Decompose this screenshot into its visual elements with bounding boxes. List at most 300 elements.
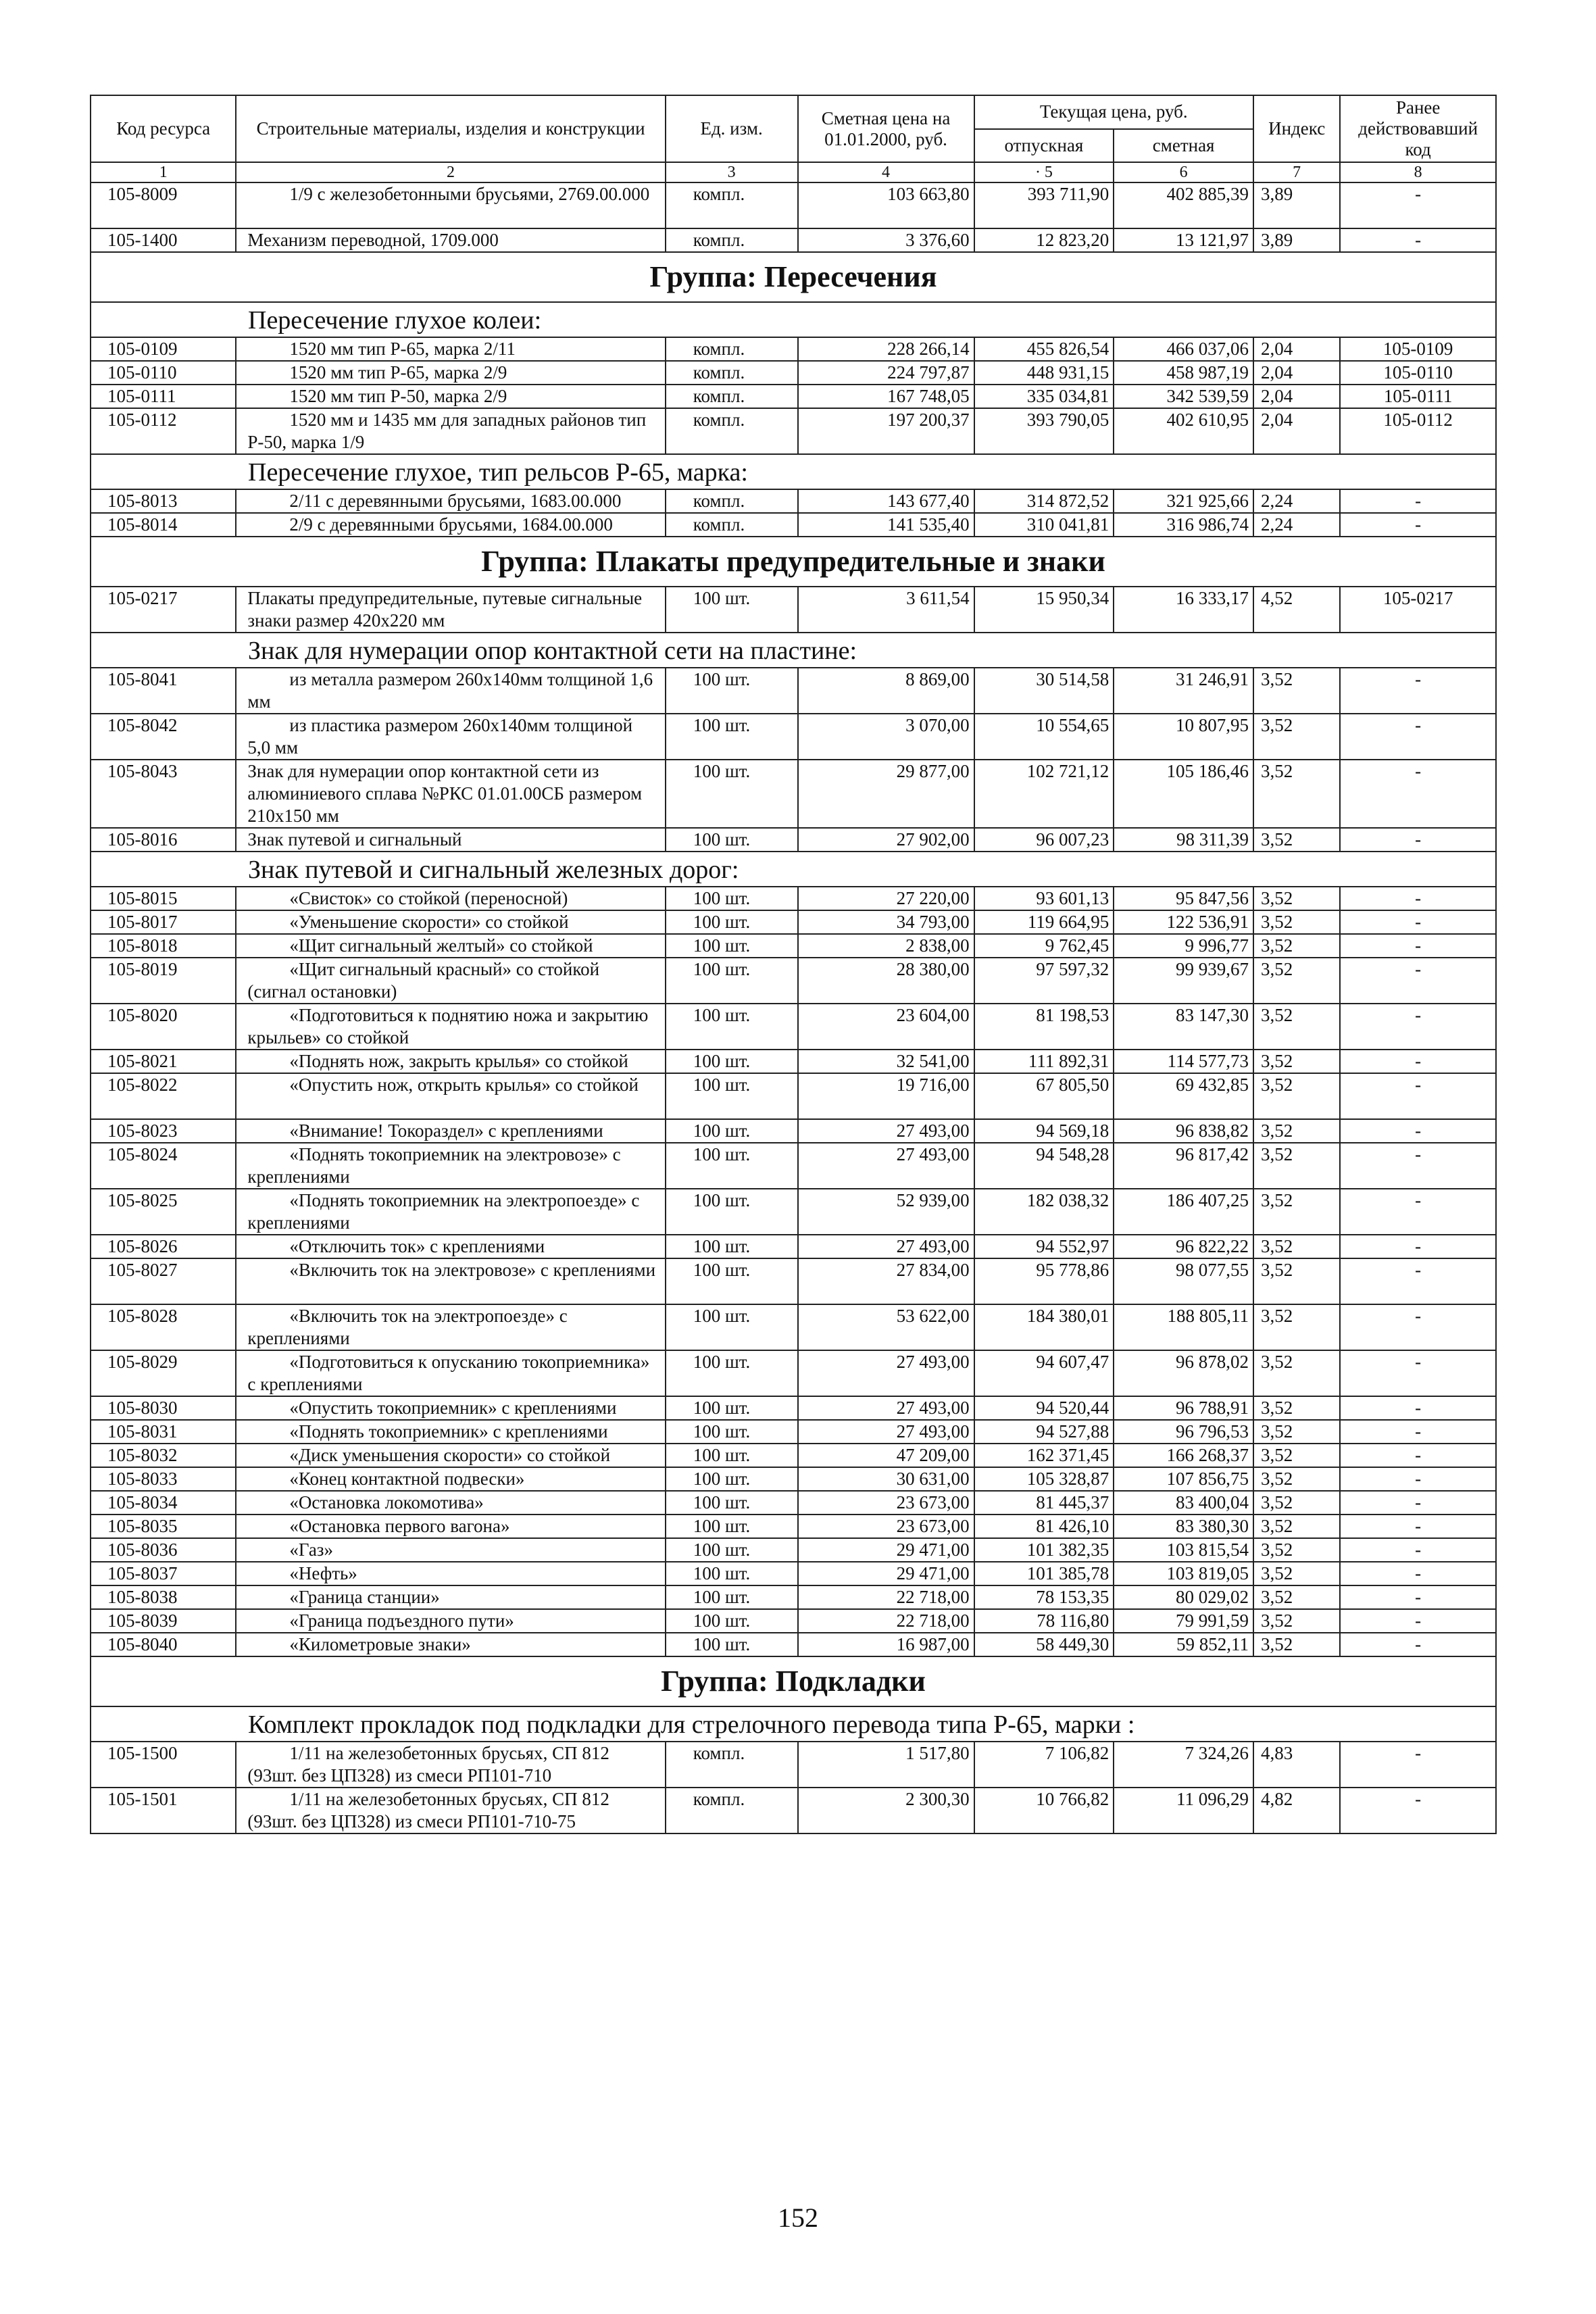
index-cell [1253, 1444, 1340, 1467]
subgroup-heading-cell [91, 1706, 1496, 1742]
release-price-cell [974, 714, 1114, 760]
release-price-cell [974, 1050, 1114, 1073]
material-name-text: Знак для нумерации опор контактной сети из алюминиевого сплава №РКС 01.01.00СБ размером 210х150 мм [247, 761, 643, 826]
base-price-text: 27 493,00 [896, 1421, 970, 1442]
prev-code-text: - [1415, 1492, 1422, 1512]
material-name-text: «Подготовиться к опусканию токоприемника» с креплениями [247, 1352, 650, 1394]
table-row [91, 1235, 1496, 1258]
base-price-text: 27 834,00 [896, 1260, 970, 1280]
release-price-text: 111 892,31 [1028, 1051, 1109, 1071]
estimate-price-text: 114 577,73 [1167, 1051, 1249, 1071]
prev-code-cell [1340, 1444, 1496, 1467]
release-price-text: 310 041,81 [1026, 514, 1109, 535]
prev-code-cell [1340, 587, 1496, 633]
col-number: · 5 [974, 162, 1114, 182]
base-price-text: 30 631,00 [896, 1469, 970, 1489]
estimate-price-cell [1114, 228, 1253, 252]
index-cell [1253, 910, 1340, 934]
base-price-text: 29 877,00 [896, 761, 970, 781]
estimate-price-cell [1114, 668, 1253, 714]
release-price-cell [974, 760, 1114, 828]
unit-text: 100 шт. [693, 1516, 751, 1536]
unit-cell [666, 228, 798, 252]
subgroup-heading-cell [91, 302, 1496, 337]
material-name-text: из металла размером 260х140мм толщиной 1,6 мм [247, 669, 653, 712]
material-name-cell [236, 910, 665, 934]
index-cell [1253, 887, 1340, 910]
unit-text: 100 шт. [693, 1121, 751, 1141]
index-text: 3,52 [1260, 669, 1293, 689]
release-price-cell [974, 887, 1114, 910]
material-name-cell [236, 1585, 665, 1609]
estimate-price-cell [1114, 1515, 1253, 1538]
release-price-cell [974, 1633, 1114, 1656]
material-name-cell [236, 958, 665, 1004]
prev-code-text: - [1415, 912, 1422, 932]
material-name-text: 1/11 на железобетонных брусьях, СП 812 (93шт. без ЦП328) из смеси РП101-710 [247, 1743, 609, 1786]
resource-code-text: 105-8013 [107, 491, 178, 511]
resource-code-text: 105-8019 [107, 959, 178, 979]
material-name-cell [236, 1258, 665, 1304]
prev-code-text: - [1415, 1306, 1422, 1326]
index-cell [1253, 228, 1340, 252]
release-price-cell [974, 1143, 1114, 1189]
index-text: 3,52 [1260, 888, 1293, 908]
col-number: 3 [666, 162, 798, 182]
prev-code-text: - [1415, 1789, 1422, 1809]
estimate-price-cell [1114, 934, 1253, 958]
material-name-text: «Остановка первого вагона» [289, 1516, 510, 1536]
base-price-cell [798, 1562, 974, 1585]
estimate-price-text: 103 819,05 [1166, 1563, 1249, 1583]
base-price-cell [798, 1396, 974, 1420]
unit-text: 100 шт. [693, 1190, 751, 1210]
unit-cell [666, 1073, 798, 1119]
release-price-text: 81 426,10 [1036, 1516, 1109, 1536]
unit-text: 100 шт. [693, 1421, 751, 1442]
base-price-cell [798, 1788, 974, 1833]
prev-code-text: - [1415, 1469, 1422, 1489]
prev-code-cell [1340, 1143, 1496, 1189]
index-text: 3,52 [1260, 1398, 1293, 1418]
resource-code-cell [91, 1235, 236, 1258]
table-row [91, 1258, 1496, 1304]
release-price-text: 184 380,01 [1026, 1306, 1109, 1326]
material-name-text: «Поднять токоприемник» с креплениями [289, 1421, 608, 1442]
col-number: 6 [1114, 162, 1253, 182]
estimate-price-cell [1114, 1143, 1253, 1189]
unit-text: компл. [693, 1743, 745, 1763]
base-price-cell [798, 887, 974, 910]
subgroup-heading-row [91, 302, 1496, 337]
material-name-cell [236, 1119, 665, 1143]
unit-text: 100 шт. [693, 1492, 751, 1512]
table-row [91, 1396, 1496, 1420]
estimate-price-cell [1114, 385, 1253, 408]
base-price-text: 8 869,00 [905, 669, 970, 689]
material-name-text: «Конец контактной подвески» [289, 1469, 525, 1489]
estimate-price-text: 7 324,26 [1184, 1743, 1249, 1763]
base-price-text: 167 748,05 [887, 386, 970, 406]
subgroup-title: Комплект прокладок под подкладки для стрелочного перевода типа Р-65, марки : [248, 1710, 1135, 1739]
release-price-text: 162 371,45 [1026, 1445, 1109, 1465]
prev-code-cell [1340, 1538, 1496, 1562]
base-price-cell [798, 1235, 974, 1258]
unit-text: 100 шт. [693, 1236, 751, 1256]
unit-cell [666, 1004, 798, 1050]
estimate-price-cell [1114, 1396, 1253, 1420]
index-cell [1253, 934, 1340, 958]
release-price-cell [974, 1742, 1114, 1788]
unit-cell [666, 408, 798, 454]
index-cell [1253, 1742, 1340, 1788]
base-price-text: 34 793,00 [896, 912, 970, 932]
estimate-price-cell [1114, 958, 1253, 1004]
resource-code-cell [91, 361, 236, 385]
unit-cell [666, 1515, 798, 1538]
release-price-cell [974, 1491, 1114, 1515]
table-row [91, 1609, 1496, 1633]
resource-code-text: 105-8037 [107, 1563, 178, 1583]
base-price-text: 29 471,00 [896, 1563, 970, 1583]
material-name-text: 2/9 с деревянными брусьями, 1684.00.000 [289, 514, 613, 535]
index-text: 3,52 [1260, 1306, 1293, 1326]
index-cell [1253, 1350, 1340, 1396]
header-release: отпускная [974, 129, 1114, 163]
estimate-price-text: 83 380,30 [1175, 1516, 1249, 1536]
resource-code-text: 105-1400 [107, 230, 178, 250]
unit-text: компл. [693, 491, 745, 511]
release-price-cell [974, 1562, 1114, 1585]
release-price-cell [974, 1189, 1114, 1235]
base-price-cell [798, 361, 974, 385]
release-price-cell [974, 587, 1114, 633]
resource-code-text: 105-8017 [107, 912, 178, 932]
prev-code-cell [1340, 1609, 1496, 1633]
unit-cell [666, 489, 798, 513]
material-name-text: «Щит сигнальный красный» со стойкой (сигнал остановки) [247, 959, 600, 1002]
index-cell [1253, 1491, 1340, 1515]
header-current-price: Текущая цена, руб. [974, 95, 1253, 129]
unit-text: компл. [693, 514, 745, 535]
index-text: 3,52 [1260, 1352, 1293, 1372]
release-price-text: 448 931,15 [1026, 362, 1109, 383]
unit-cell [666, 1788, 798, 1833]
estimate-price-text: 105 186,46 [1166, 761, 1249, 781]
prev-code-cell [1340, 361, 1496, 385]
resource-code-text: 105-1501 [107, 1789, 178, 1809]
estimate-price-cell [1114, 1235, 1253, 1258]
table-row [91, 337, 1496, 361]
estimate-price-text: 402 885,39 [1166, 184, 1249, 204]
prev-code-text: - [1415, 1005, 1422, 1025]
material-name-text: «Опустить токоприемник» с креплениями [289, 1398, 617, 1418]
unit-text: 100 шт. [693, 669, 751, 689]
base-price-text: 22 718,00 [896, 1587, 970, 1607]
resource-code-text: 105-8023 [107, 1121, 178, 1141]
base-price-cell [798, 1742, 974, 1788]
resource-code-text: 105-8024 [107, 1144, 178, 1164]
estimate-price-cell [1114, 1538, 1253, 1562]
release-price-text: 105 328,87 [1026, 1469, 1109, 1489]
resource-code-text: 105-8026 [107, 1236, 178, 1256]
estimate-price-text: 402 610,95 [1166, 410, 1249, 430]
estimate-price-cell [1114, 337, 1253, 361]
estimate-price-text: 79 991,59 [1175, 1610, 1249, 1631]
material-name-text: «Свисток» со стойкой (переносной) [289, 888, 568, 908]
unit-text: компл. [693, 362, 745, 383]
unit-text: 100 шт. [693, 959, 751, 979]
base-price-cell [798, 1633, 974, 1656]
index-cell [1253, 1585, 1340, 1609]
material-name-cell [236, 1515, 665, 1538]
unit-text: 100 шт. [693, 1260, 751, 1280]
index-text: 3,52 [1260, 1516, 1293, 1536]
estimate-price-cell [1114, 1585, 1253, 1609]
material-name-text: «Нефть» [289, 1563, 357, 1583]
index-text: 4,83 [1260, 1743, 1293, 1763]
resource-code-cell [91, 1633, 236, 1656]
release-price-text: 10 554,65 [1036, 715, 1109, 735]
material-name-text: «Внимание! Токораздел» с креплениями [289, 1121, 603, 1141]
table-row [91, 1143, 1496, 1189]
estimate-price-text: 83 147,30 [1175, 1005, 1249, 1025]
index-cell [1253, 1258, 1340, 1304]
estimate-price-text: 188 805,11 [1167, 1306, 1249, 1326]
subgroup-title: Пересечение глухое, тип рельсов Р-65, марка: [248, 458, 748, 487]
index-text: 3,52 [1260, 1005, 1293, 1025]
resource-code-text: 105-8028 [107, 1306, 178, 1326]
col-number: 2 [236, 162, 665, 182]
resource-code-cell [91, 887, 236, 910]
resource-code-cell [91, 1396, 236, 1420]
resource-code-cell [91, 489, 236, 513]
release-price-cell [974, 228, 1114, 252]
release-price-cell [974, 1350, 1114, 1396]
index-cell [1253, 182, 1340, 228]
table-row [91, 1742, 1496, 1788]
material-name-cell [236, 1562, 665, 1585]
release-price-cell [974, 489, 1114, 513]
index-cell [1253, 1467, 1340, 1491]
table-row [91, 385, 1496, 408]
index-text: 3,52 [1260, 1421, 1293, 1442]
unit-cell [666, 1396, 798, 1420]
material-name-cell [236, 1467, 665, 1491]
base-price-cell [798, 513, 974, 537]
unit-cell [666, 887, 798, 910]
prev-code-cell [1340, 1491, 1496, 1515]
material-name-cell [236, 408, 665, 454]
subgroup-heading-row [91, 633, 1496, 668]
header-index: Индекс [1253, 95, 1340, 162]
table-row [91, 668, 1496, 714]
material-name-cell [236, 934, 665, 958]
release-price-text: 15 950,34 [1036, 588, 1109, 608]
index-cell [1253, 361, 1340, 385]
material-name-cell [236, 714, 665, 760]
material-name-cell [236, 1633, 665, 1656]
resource-code-text: 105-8042 [107, 715, 178, 735]
prev-code-cell [1340, 1515, 1496, 1538]
prev-code-cell [1340, 1396, 1496, 1420]
material-name-text: «Поднять токоприемник на электропоезде» с креплениями [247, 1190, 640, 1233]
material-name-cell [236, 1189, 665, 1235]
release-price-text: 30 514,58 [1036, 669, 1109, 689]
base-price-cell [798, 408, 974, 454]
resource-code-text: 105-8030 [107, 1398, 178, 1418]
table-row [91, 958, 1496, 1004]
subgroup-heading-cell [91, 852, 1496, 887]
resource-code-text: 105-8018 [107, 935, 178, 956]
index-cell [1253, 1119, 1340, 1143]
estimate-price-text: 31 246,91 [1175, 669, 1249, 689]
release-price-cell [974, 1444, 1114, 1467]
release-price-text: 94 607,47 [1036, 1352, 1109, 1372]
material-name-text: «Граница станции» [289, 1587, 440, 1607]
resource-code-cell [91, 182, 236, 228]
release-price-text: 7 106,82 [1045, 1743, 1109, 1763]
col-number: 7 [1253, 162, 1340, 182]
estimate-price-cell [1114, 1467, 1253, 1491]
release-price-text: 455 826,54 [1026, 339, 1109, 359]
unit-text: 100 шт. [693, 1144, 751, 1164]
index-text: 3,52 [1260, 959, 1293, 979]
material-name-cell [236, 828, 665, 852]
base-price-text: 141 535,40 [887, 514, 970, 535]
resource-code-text: 105-8038 [107, 1587, 178, 1607]
resource-code-cell [91, 1004, 236, 1050]
table-row [91, 1050, 1496, 1073]
estimate-price-text: 99 939,67 [1175, 959, 1249, 979]
unit-text: 100 шт. [693, 1005, 751, 1025]
material-name-text: «Газ» [289, 1540, 333, 1560]
price-table [90, 95, 1497, 1834]
estimate-price-cell [1114, 1004, 1253, 1050]
table-row [91, 513, 1496, 537]
resource-code-cell [91, 337, 236, 361]
unit-text: 100 шт. [693, 588, 751, 608]
prev-code-cell [1340, 760, 1496, 828]
group-title: Группа: Подкладки [661, 1665, 926, 1698]
release-price-text: 10 766,82 [1036, 1789, 1109, 1809]
unit-text: 100 шт. [693, 1610, 751, 1631]
resource-code-text: 105-8039 [107, 1610, 178, 1631]
estimate-price-cell [1114, 1609, 1253, 1633]
base-price-text: 103 663,80 [887, 184, 970, 204]
resource-code-cell [91, 1467, 236, 1491]
estimate-price-cell [1114, 1633, 1253, 1656]
table-row [91, 1189, 1496, 1235]
prev-code-cell [1340, 1788, 1496, 1833]
table-row [91, 1073, 1496, 1119]
base-price-cell [798, 1258, 974, 1304]
release-price-cell [974, 1585, 1114, 1609]
estimate-price-text: 98 077,55 [1175, 1260, 1249, 1280]
group-heading-row [91, 1656, 1496, 1706]
prev-code-cell [1340, 1189, 1496, 1235]
prev-code-text: - [1415, 230, 1422, 250]
index-cell [1253, 714, 1340, 760]
group-heading-cell [91, 537, 1496, 587]
estimate-price-cell [1114, 1073, 1253, 1119]
resource-code-cell [91, 513, 236, 537]
unit-cell [666, 1119, 798, 1143]
base-price-text: 2 300,30 [905, 1789, 970, 1809]
release-price-cell [974, 1420, 1114, 1444]
prev-code-cell [1340, 828, 1496, 852]
unit-cell [666, 1420, 798, 1444]
base-price-text: 27 493,00 [896, 1352, 970, 1372]
base-price-text: 23 673,00 [896, 1516, 970, 1536]
resource-code-text: 105-8020 [107, 1005, 178, 1025]
resource-code-cell [91, 958, 236, 1004]
release-price-cell [974, 934, 1114, 958]
prev-code-text: - [1415, 491, 1422, 511]
index-cell [1253, 1073, 1340, 1119]
material-name-text: 1/11 на железобетонных брусьях, СП 812 (93шт. без ЦП328) из смеси РП101-710-75 [247, 1789, 609, 1831]
base-price-text: 32 541,00 [896, 1051, 970, 1071]
base-price-cell [798, 489, 974, 513]
index-text: 3,52 [1260, 935, 1293, 956]
release-price-text: 67 805,50 [1036, 1075, 1109, 1095]
resource-code-text: 105-1500 [107, 1743, 178, 1763]
index-text: 3,52 [1260, 715, 1293, 735]
resource-code-cell [91, 1304, 236, 1350]
resource-code-cell [91, 1189, 236, 1235]
estimate-price-text: 103 815,54 [1166, 1540, 1249, 1560]
subgroup-heading-row [91, 852, 1496, 887]
unit-text: 100 шт. [693, 1563, 751, 1583]
unit-text: 100 шт. [693, 715, 751, 735]
index-cell [1253, 1609, 1340, 1633]
estimate-price-text: 96 796,53 [1175, 1421, 1249, 1442]
resource-code-cell [91, 1562, 236, 1585]
resource-code-cell [91, 587, 236, 633]
unit-cell [666, 1444, 798, 1467]
release-price-text: 102 721,12 [1026, 761, 1109, 781]
base-price-text: 3 611,54 [906, 588, 970, 608]
base-price-cell [798, 228, 974, 252]
prev-code-text: - [1415, 1540, 1422, 1560]
table-row [91, 587, 1496, 633]
material-name-cell [236, 587, 665, 633]
estimate-price-text: 466 037,06 [1166, 339, 1249, 359]
header-unit: Ед. изм. [666, 95, 798, 162]
material-name-text: 1520 мм тип Р-50, марка 2/9 [289, 386, 507, 406]
prev-code-cell [1340, 1050, 1496, 1073]
resource-code-cell [91, 1119, 236, 1143]
table-row [91, 1004, 1496, 1050]
release-price-text: 97 597,32 [1036, 959, 1109, 979]
base-price-cell [798, 1444, 974, 1467]
base-price-text: 47 209,00 [896, 1445, 970, 1465]
estimate-price-cell [1114, 1189, 1253, 1235]
subgroup-heading-row [91, 1706, 1496, 1742]
base-price-cell [798, 1538, 974, 1562]
material-name-text: «Граница подъездного пути» [289, 1610, 514, 1631]
estimate-price-text: 11 096,29 [1176, 1789, 1249, 1809]
prev-code-cell [1340, 714, 1496, 760]
estimate-price-cell [1114, 361, 1253, 385]
base-price-cell [798, 1420, 974, 1444]
release-price-text: 335 034,81 [1026, 386, 1109, 406]
index-cell [1253, 958, 1340, 1004]
index-cell [1253, 1143, 1340, 1189]
base-price-text: 27 493,00 [896, 1144, 970, 1164]
group-heading-row [91, 537, 1496, 587]
prev-code-cell [1340, 1742, 1496, 1788]
